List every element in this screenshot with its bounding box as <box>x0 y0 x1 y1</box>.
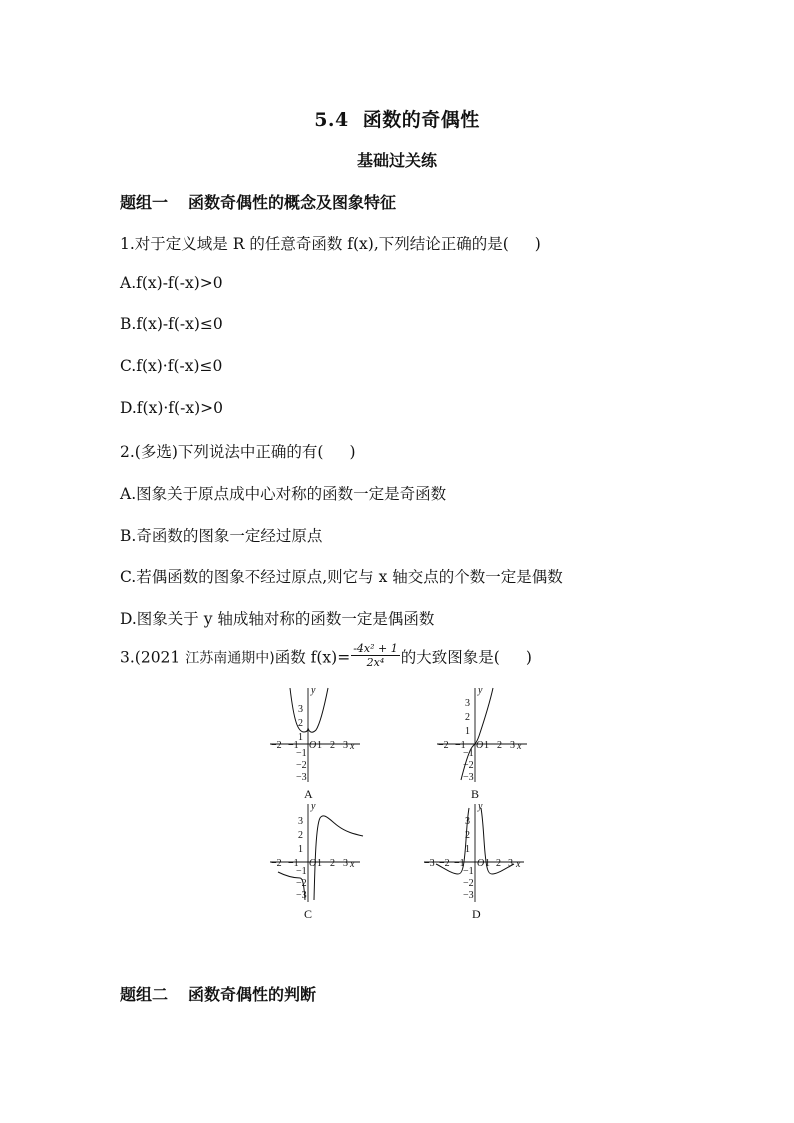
y-tick-2: 2 <box>298 718 303 729</box>
y-tick-3: 3 <box>465 698 470 709</box>
y-tick-neg3: −3 <box>463 772 474 783</box>
origin-label: O <box>476 740 484 751</box>
x-tick-3: 3 <box>343 858 348 869</box>
graph-label-d: D <box>472 907 481 921</box>
graph-label-a: A <box>304 787 313 801</box>
graph-c <box>268 800 368 925</box>
y-tick-2: 2 <box>465 830 470 841</box>
y-tick-3: 3 <box>298 704 303 715</box>
x-tick-neg1: −1 <box>288 740 299 751</box>
group-heading-1 <box>120 190 396 213</box>
function-fraction <box>351 642 400 669</box>
y-tick-neg2: −2 <box>463 760 474 771</box>
question-3-tail: 的大致图象是( <box>400 648 500 667</box>
question-1-option-d: D.f(x)·f(-x)>0 <box>120 399 223 417</box>
graph-label-c: C <box>304 907 313 921</box>
x-tick-2: 2 <box>330 858 335 869</box>
y-tick-neg1: −1 <box>296 748 307 759</box>
group-topic: 函数奇偶性的判断 <box>188 985 317 1004</box>
question-1-stem <box>120 232 541 254</box>
y-tick-neg2: −2 <box>296 878 307 889</box>
question-2-stem <box>120 440 356 462</box>
question-2-option-b: B.奇函数的图象一定经过原点 <box>120 527 323 545</box>
page-subtitle: 基础过关练 <box>356 151 437 170</box>
question-2-option-a: A.图象关于原点成中心对称的函数一定是奇函数 <box>120 485 447 503</box>
y-tick-3: 3 <box>298 816 303 827</box>
page-title <box>0 105 794 132</box>
y-tick-neg3: −3 <box>296 772 307 783</box>
group-topic: 函数奇偶性的概念及图象特征 <box>188 193 397 212</box>
x-tick-1: 1 <box>317 740 322 751</box>
answer-paren-close: ) <box>534 235 541 253</box>
question-3-stem <box>120 642 532 672</box>
x-tick-1: 1 <box>485 858 490 869</box>
question-2-option-d: D.图象关于 y 轴成轴对称的函数一定是偶函数 <box>120 610 435 628</box>
y-tick-neg2: −2 <box>463 878 474 889</box>
x-axis-label: x <box>517 741 522 752</box>
x-tick-2: 2 <box>496 858 501 869</box>
answer-paren-close: ) <box>349 443 356 461</box>
x-tick-1: 1 <box>317 858 322 869</box>
y-tick-neg1: −1 <box>463 866 474 877</box>
group-heading-2 <box>120 982 316 1005</box>
graph-label-b: B <box>471 787 480 801</box>
y-tick-neg3: −3 <box>463 890 474 901</box>
y-axis-label: y <box>478 801 483 812</box>
group-label: 题组二 <box>120 985 169 1004</box>
question-3-number: 3.(2021 <box>120 648 181 667</box>
x-axis-label: x <box>350 859 355 870</box>
x-tick-2: 2 <box>497 740 502 751</box>
section-title: 函数的奇偶性 <box>362 109 480 131</box>
x-tick-1: 1 <box>484 740 489 751</box>
y-tick-neg3: −3 <box>296 890 307 901</box>
graph-a <box>268 684 368 804</box>
question-1-text: 1.对于定义域是 R 的任意奇函数 f(x),下列结论正确的是( <box>120 235 509 253</box>
section-number: 5.4 <box>314 109 349 131</box>
x-tick-neg2: −2 <box>271 858 282 869</box>
question-2-text: 2.(多选)下列说法中正确的有( <box>120 443 324 461</box>
group-label: 题组一 <box>120 193 169 212</box>
y-axis-label: y <box>478 685 483 696</box>
x-tick-neg2: −2 <box>271 740 282 751</box>
question-1-option-a: A.f(x)-f(-x)>0 <box>120 274 223 292</box>
x-tick-neg1: −1 <box>455 740 466 751</box>
question-1-option-b: B.f(x)-f(-x)≤0 <box>120 315 223 333</box>
y-tick-2: 2 <box>465 712 470 723</box>
x-axis-label: x <box>350 741 355 752</box>
x-tick-neg3: −3 <box>424 858 435 869</box>
y-tick-1: 1 <box>298 732 303 743</box>
graph-d <box>422 800 532 925</box>
x-tick-3: 3 <box>343 740 348 751</box>
origin-label: O <box>309 858 317 869</box>
origin-label: O <box>477 858 485 869</box>
fraction-numerator: -4x² + 1 <box>353 642 398 655</box>
y-tick-3: 3 <box>465 816 470 827</box>
question-3-function: 函数 f(x)= <box>274 648 351 667</box>
x-tick-3: 3 <box>510 740 515 751</box>
x-tick-2: 2 <box>330 740 335 751</box>
fraction-denominator: 2x⁴ <box>366 656 385 669</box>
x-tick-neg2: −2 <box>438 740 449 751</box>
origin-label: O <box>309 740 317 751</box>
question-2-option-c: C.若偶函数的图象不经过原点,则它与 x 轴交点的个数一定是偶数 <box>120 568 563 586</box>
question-3-source: 江苏南通期中) <box>185 650 275 667</box>
x-tick-neg1: −1 <box>454 858 465 869</box>
y-tick-neg1: −1 <box>463 748 474 759</box>
question-1-option-c: C.f(x)·f(-x)≤0 <box>120 357 223 375</box>
x-axis-label: x <box>516 859 521 870</box>
x-tick-3: 3 <box>508 858 513 869</box>
y-axis-label: y <box>311 685 316 696</box>
y-tick-1: 1 <box>465 726 470 737</box>
x-tick-neg1: −1 <box>288 858 299 869</box>
y-axis-label: y <box>311 801 316 812</box>
y-tick-1: 1 <box>298 844 303 855</box>
x-tick-neg2: −2 <box>439 858 450 869</box>
y-tick-2: 2 <box>298 830 303 841</box>
answer-paren-close: ) <box>525 648 532 667</box>
y-tick-neg1: −1 <box>296 866 307 877</box>
y-tick-1: 1 <box>465 844 470 855</box>
y-tick-neg2: −2 <box>296 760 307 771</box>
graph-b <box>435 684 535 804</box>
